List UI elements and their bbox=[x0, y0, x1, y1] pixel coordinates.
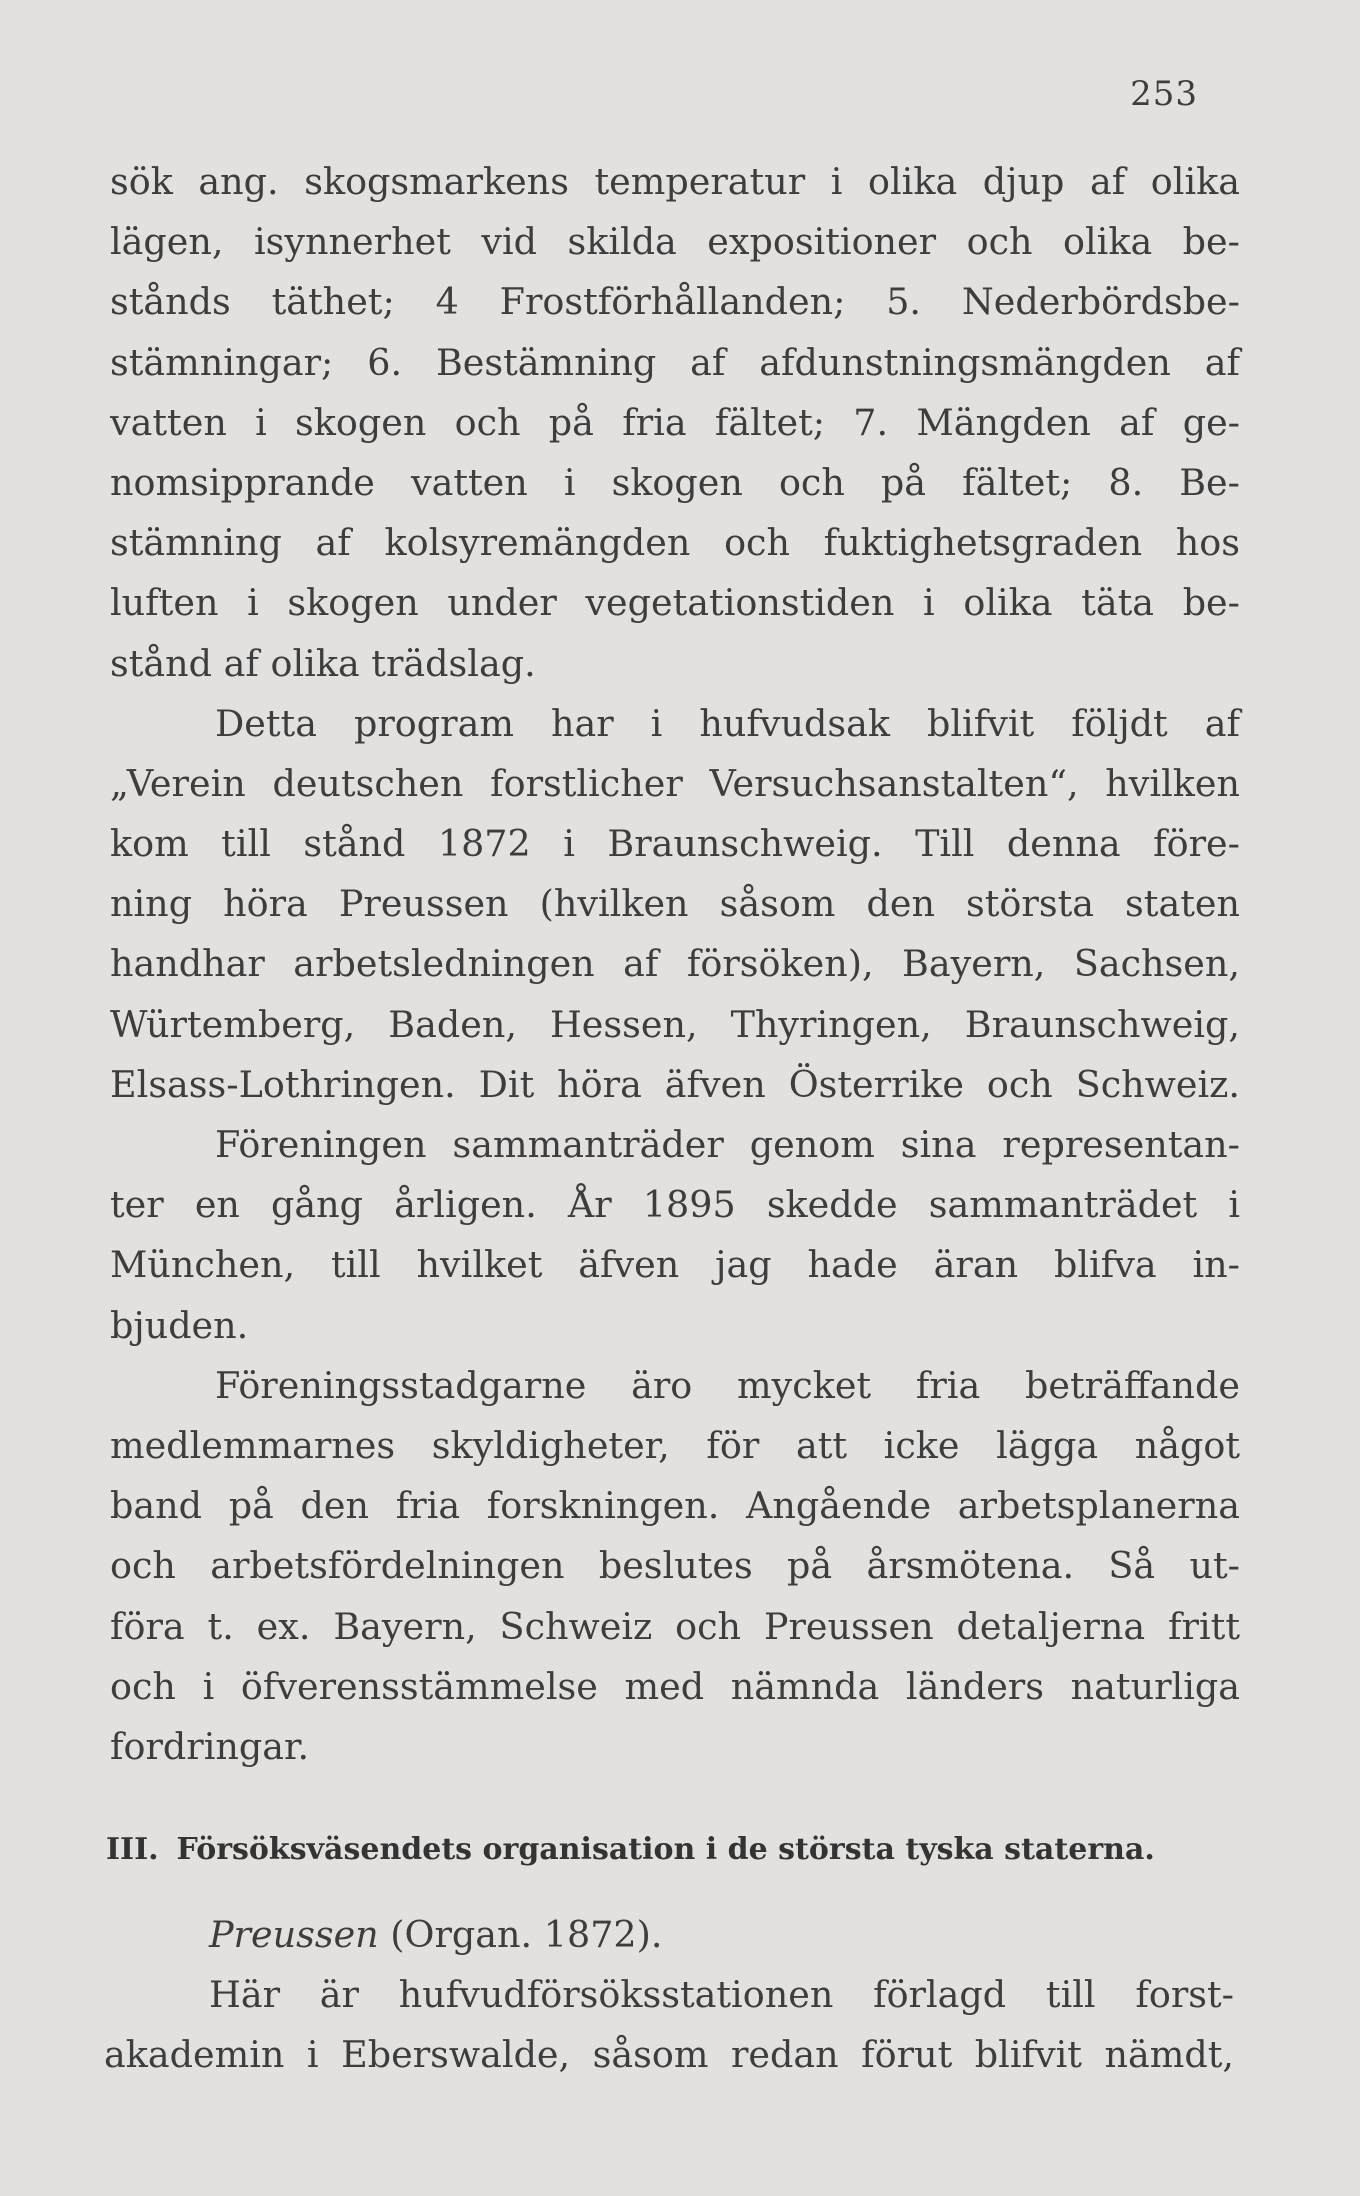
text-line: band på den fria forskningen. Angående arbetsplanerna bbox=[110, 1484, 1240, 1528]
subsection-note: (Organ. 1872). bbox=[390, 1913, 663, 1956]
text-line: Detta program har i hufvudsak blifvit följdt af bbox=[215, 701, 1240, 745]
text-line: stämningar; 6. Bestämning af afdunstningsmängden af bbox=[110, 340, 1240, 384]
text-line: och i öfverensstämmelse med nämnda länders naturliga bbox=[110, 1664, 1240, 1708]
text-line: fordringar. bbox=[110, 1724, 310, 1768]
text-line: och arbetsfördelningen beslutes på årsmötena. Så ut- bbox=[110, 1544, 1240, 1588]
section-number: III. bbox=[106, 1832, 159, 1867]
text-line: ning höra Preussen (hvilken såsom den största staten bbox=[110, 882, 1240, 926]
text-line: Här är hufvudförsöksstationen förlagd till forst- bbox=[209, 1973, 1234, 2017]
text-line: „Verein deutschen forstlicher Versuchsanstalten“, hvilken bbox=[110, 761, 1240, 805]
text-line: stånd af olika trädslag. bbox=[110, 641, 536, 685]
text-line: München, till hvilket äfven jag hade äran blifva in- bbox=[110, 1243, 1240, 1287]
section-text bbox=[104, 1905, 1234, 2086]
text-line: bjuden. bbox=[110, 1303, 249, 1347]
text-line: luften i skogen under vegetationstiden i olika täta be- bbox=[110, 581, 1240, 625]
text-line: Würtemberg, Baden, Hessen, Thyringen, Braunschweig, bbox=[110, 1002, 1240, 1046]
text-line: medlemmarnes skyldigheter, för att icke lägga något bbox=[110, 1423, 1240, 1467]
text-line: stånds täthet; 4 Frostförhållanden; 5. Nederbördsbe- bbox=[110, 280, 1240, 324]
text-line: akademin i Eberswalde, såsom redan förut blifvit nämdt, bbox=[104, 2033, 1234, 2077]
text-line: lägen, isynnerhet vid skilda expositioner och olika be- bbox=[110, 220, 1240, 264]
text-line: Elsass-Lothringen. Dit höra äfven Österrike och Schweiz. bbox=[110, 1062, 1240, 1106]
text-line: ter en gång årligen. År 1895 skedde sammanträdet i bbox=[110, 1183, 1240, 1227]
text-line: vatten i skogen och på fria fältet; 7. Mängden af ge- bbox=[110, 400, 1240, 444]
text-line: Föreningsstadgarne äro mycket fria beträffande bbox=[215, 1363, 1240, 1407]
text-line: nomsipprande vatten i skogen och på fältet; 8. Be- bbox=[110, 460, 1240, 504]
text-line: föra t. ex. Bayern, Schweiz och Preussen detaljerna fritt bbox=[110, 1604, 1240, 1648]
text-line: stämning af kolsyremängden och fuktighetsgraden hos bbox=[110, 521, 1240, 565]
text-line: handhar arbetsledningen af försöken), Bayern, Sachsen, bbox=[110, 942, 1240, 986]
text-line: Föreningen sammanträder genom sina representan- bbox=[215, 1123, 1240, 1166]
section-title: Försöksväsendets organisation i de största tyska staterna. bbox=[176, 1832, 1155, 1867]
subsection-heading bbox=[104, 1905, 1234, 1965]
section-heading bbox=[106, 1828, 1236, 1872]
main-text bbox=[110, 152, 1240, 1777]
subsection-name: Preussen bbox=[209, 1913, 379, 1956]
page-number: 253 bbox=[1130, 74, 1198, 114]
text-line: sök ang. skogsmarkens temperatur i olika djup af olika bbox=[110, 160, 1240, 203]
text-line: kom till stånd 1872 i Braunschweig. Till denna före- bbox=[110, 822, 1240, 866]
